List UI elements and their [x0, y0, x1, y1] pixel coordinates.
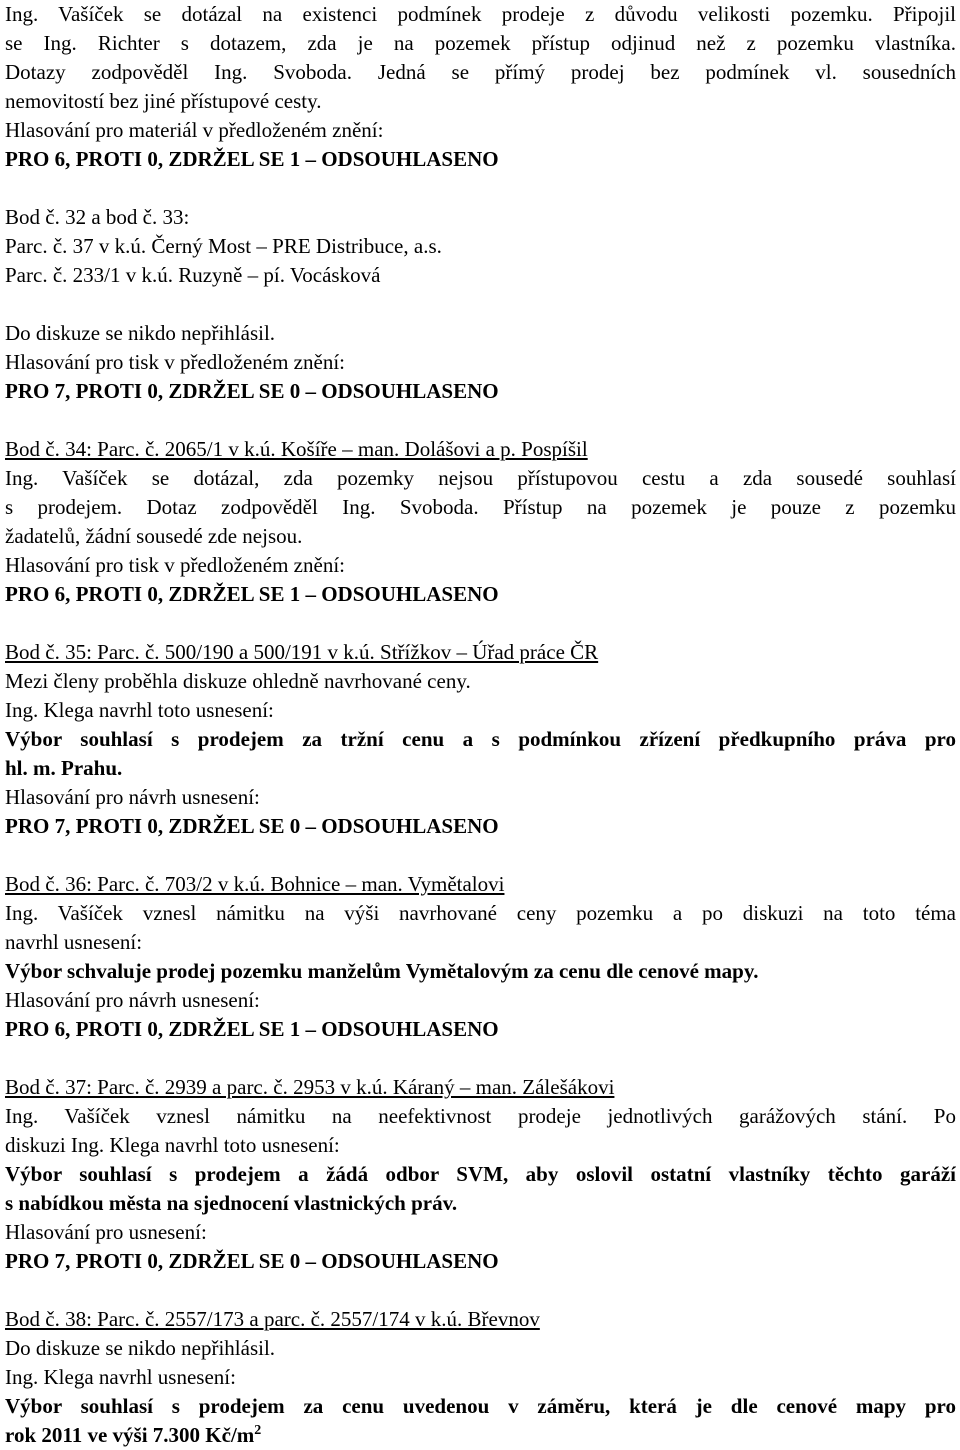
text-line-text: Ing. Klega navrhl usnesení: — [5, 1365, 236, 1389]
vote-result-line — [5, 580, 956, 609]
paragraph-gap — [5, 1276, 956, 1305]
text-line — [5, 116, 956, 145]
item-heading-line — [5, 1073, 956, 1102]
text-line — [5, 899, 956, 928]
text-line — [5, 1131, 956, 1160]
text-line — [5, 0, 956, 29]
text-line-text: Hlasování pro tisk v předloženém znění: — [5, 350, 345, 374]
text-line-text: nemovitostí bez jiné přístupové cesty. — [5, 89, 322, 113]
text-line-text: navrhl usnesení: — [5, 930, 143, 954]
text-line — [5, 261, 956, 290]
text-line-text: Hlasování pro materiál v předloženém znění: — [5, 118, 384, 142]
text-line-text: Ing. Vašíček se dotázal na existenci podmínek prodeje z důvodu velikosti pozemku. Připojil — [5, 2, 956, 26]
vote-result-line — [5, 1015, 956, 1044]
text-line-text: Parc. č. 37 v k.ú. Černý Most – PRE Distribuce, a.s. — [5, 234, 442, 258]
paragraph-gap — [5, 841, 956, 870]
item-heading-line — [5, 435, 956, 464]
resolution-line — [5, 1421, 956, 1450]
text-line-text: Hlasování pro návrh usnesení: — [5, 988, 260, 1012]
item-heading-line — [5, 870, 956, 899]
resolution-line-text: Výbor schvaluje prodej pozemku manželům Vymětalovým za cenu dle cenové mapy. — [5, 959, 759, 983]
text-line-text: Dotazy zodpověděl Ing. Svoboda. Jedná se přímý prodej bez podmínek vl. sousedních — [5, 60, 956, 84]
vote-result-line-text: PRO 6, PROTI 0, ZDRŽEL SE 1 – ODSOUHLASENO — [5, 1017, 499, 1041]
resolution-line-text: hl. m. Prahu. — [5, 756, 123, 780]
text-line — [5, 464, 956, 493]
text-line — [5, 986, 956, 1015]
text-line — [5, 522, 956, 551]
resolution-line — [5, 1392, 956, 1421]
text-line — [5, 1363, 956, 1392]
vote-result-line-text: PRO 6, PROTI 0, ZDRŽEL SE 1 – ODSOUHLASENO — [5, 582, 499, 606]
text-line-text: Ing. Vašíček vznesl námitku na neefektivnost prodeje jednotlivých garážových stání. Po — [5, 1104, 956, 1128]
text-line-text: Ing. Vašíček se dotázal, zda pozemky nejsou přístupovou cestu a zda sousedé souhlasí — [5, 466, 956, 490]
superscript: 2 — [254, 1423, 262, 1438]
vote-result-line-text: PRO 7, PROTI 0, ZDRŽEL SE 0 – ODSOUHLASENO — [5, 1249, 499, 1273]
text-line-text: s prodejem. Dotaz zodpověděl Ing. Svoboda. Přístup na pozemek je pouze z pozemku — [5, 495, 956, 519]
text-line — [5, 87, 956, 116]
vote-result-line — [5, 812, 956, 841]
paragraph-gap — [5, 290, 956, 319]
text-line-text: žadatelů, žádní sousedé zde nejsou. — [5, 524, 303, 548]
resolution-line-text: Výbor souhlasí s prodejem za tržní cenu a s podmínkou zřízení předkupního práva pro — [5, 727, 956, 751]
item-heading-line — [5, 638, 956, 667]
resolution-line — [5, 1160, 956, 1189]
text-line — [5, 667, 956, 696]
resolution-line-text: Výbor souhlasí s prodejem a žádá odbor SVM, aby oslovil ostatní vlastníky těchto garáží — [5, 1162, 956, 1186]
paragraph-gap — [5, 174, 956, 203]
item-heading-line — [5, 1305, 956, 1334]
text-line — [5, 551, 956, 580]
resolution-line-text: rok 2011 ve výši 7.300 Kč/m — [5, 1423, 255, 1447]
vote-result-line — [5, 1247, 956, 1276]
text-line — [5, 29, 956, 58]
item-heading-line-text: Bod č. 35: Parc. č. 500/190 a 500/191 v k.ú. Střížkov – Úřad práce ČR — [5, 640, 599, 664]
vote-result-line-text: PRO 7, PROTI 0, ZDRŽEL SE 0 – ODSOUHLASENO — [5, 814, 499, 838]
text-line — [5, 203, 956, 232]
paragraph-gap — [5, 406, 956, 435]
item-heading-line-text: Bod č. 37: Parc. č. 2939 a parc. č. 2953 v k.ú. Káraný – man. Zálešákovi — [5, 1075, 615, 1099]
text-line — [5, 493, 956, 522]
vote-result-line-text: PRO 6, PROTI 0, ZDRŽEL SE 1 – ODSOUHLASENO — [5, 147, 499, 171]
text-line-text: Ing. Vašíček vznesl námitku na výši navrhované ceny pozemku a po diskuzi na toto téma — [5, 901, 956, 925]
text-line-text: Ing. Klega navrhl toto usnesení: — [5, 698, 274, 722]
item-heading-line-text: Bod č. 34: Parc. č. 2065/1 v k.ú. Košíře – man. Dolášovi a p. Pospíšil — [5, 437, 588, 461]
text-line — [5, 1102, 956, 1131]
text-line — [5, 1218, 956, 1247]
vote-result-line — [5, 145, 956, 174]
text-line-text: Hlasování pro návrh usnesení: — [5, 785, 260, 809]
text-line — [5, 696, 956, 725]
resolution-line-text: Výbor souhlasí s prodejem za cenu uvedenou v záměru, která je dle cenové mapy pro — [5, 1394, 956, 1418]
text-line — [5, 783, 956, 812]
text-line-text: se Ing. Richter s dotazem, zda je na pozemek přístup odjinud než z pozemku vlastníka. — [5, 31, 956, 55]
paragraph-gap — [5, 609, 956, 638]
paragraph-gap — [5, 1044, 956, 1073]
text-line-text: Hlasování pro usnesení: — [5, 1220, 207, 1244]
text-line-text: Parc. č. 233/1 v k.ú. Ruzyně – pí. Vocásková — [5, 263, 381, 287]
resolution-line-text: s nabídkou města na sjednocení vlastnických práv. — [5, 1191, 458, 1215]
vote-result-line — [5, 377, 956, 406]
text-line — [5, 232, 956, 261]
vote-result-line-text: PRO 7, PROTI 0, ZDRŽEL SE 0 – ODSOUHLASENO — [5, 379, 499, 403]
resolution-line — [5, 957, 956, 986]
text-line-text: Mezi členy proběhla diskuze ohledně navrhované ceny. — [5, 669, 471, 693]
text-line — [5, 348, 956, 377]
text-line-text: Bod č. 32 a bod č. 33: — [5, 205, 190, 229]
item-heading-line-text: Bod č. 36: Parc. č. 703/2 v k.ú. Bohnice – man. Vymětalovi — [5, 872, 505, 896]
text-line — [5, 928, 956, 957]
text-line — [5, 58, 956, 87]
item-heading-line-text: Bod č. 38: Parc. č. 2557/173 a parc. č. 2557/174 v k.ú. Břevnov — [5, 1307, 540, 1331]
resolution-line — [5, 754, 956, 783]
text-line-text: Do diskuze se nikdo nepřihlásil. — [5, 1336, 276, 1360]
text-line-text: Hlasování pro tisk v předloženém znění: — [5, 553, 345, 577]
text-line — [5, 319, 956, 348]
text-line — [5, 1334, 956, 1363]
resolution-line — [5, 1189, 956, 1218]
resolution-line — [5, 725, 956, 754]
text-line-text: Do diskuze se nikdo nepřihlásil. — [5, 321, 276, 345]
text-line-text: diskuzi Ing. Klega navrhl toto usnesení: — [5, 1133, 340, 1157]
